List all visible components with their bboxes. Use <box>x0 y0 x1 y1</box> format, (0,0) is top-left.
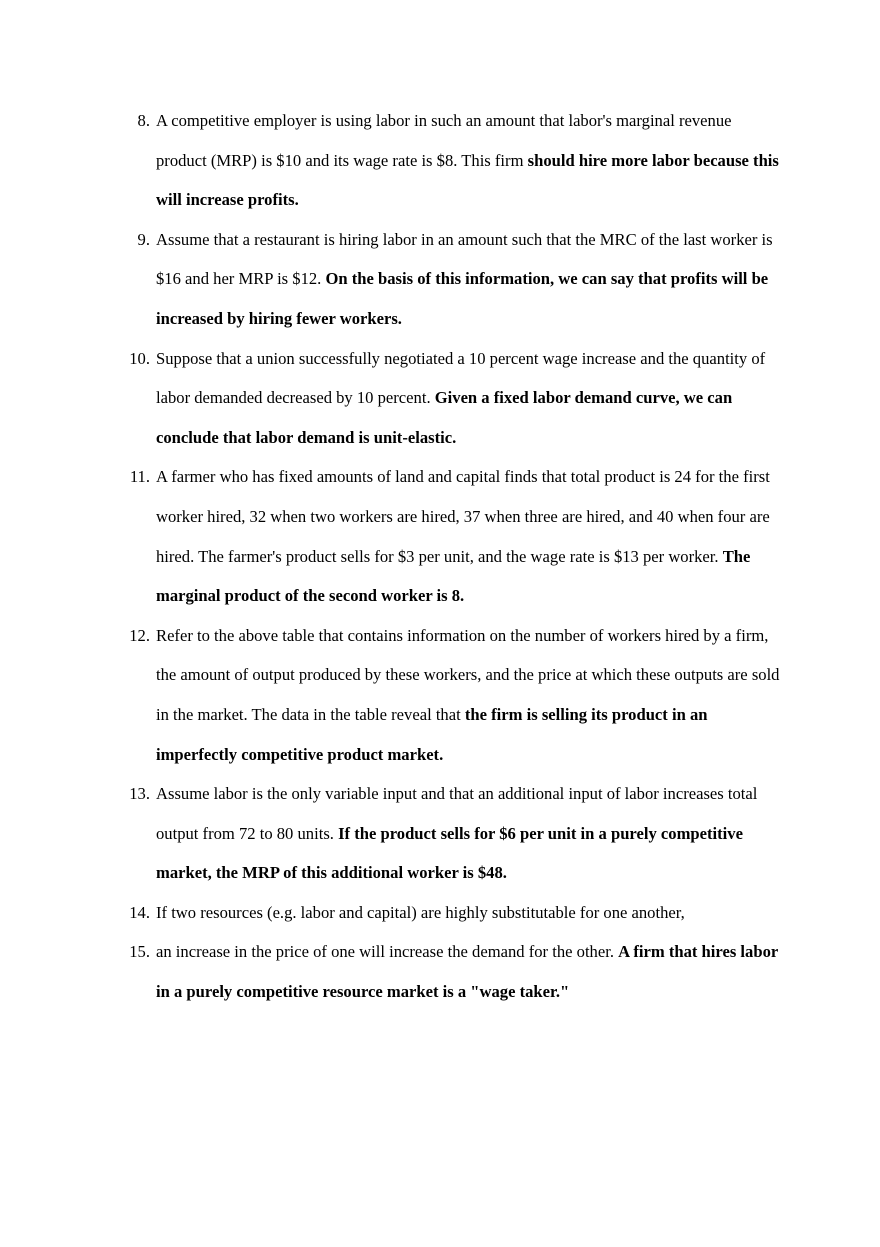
answer-text: A firm that hires labor in a purely competitive resource market is a "wage taker." <box>156 942 778 1002</box>
question-number: 10. <box>129 348 150 368</box>
answer-text: should hire more labor because this will increase profits. <box>156 150 779 210</box>
answer-text: If the product sells for $6 per unit in a purely competitive market, the MRP of this additional worker is $48. <box>156 823 743 883</box>
question-text: Assume labor is the only variable input and that an additional input of labor increases total output from 72 to 80 units. <box>156 784 758 843</box>
question-item <box>0 339 880 458</box>
answer-text: the firm is selling its product in an imperfectly competitive product market. <box>156 704 708 764</box>
question-item <box>0 457 880 615</box>
question-text: Assume that a restaurant is hiring labor in an amount such that the MRC of the last worker is $16 and her MRP is $12. <box>156 229 773 289</box>
answer-text: On the basis of this information, we can say that profits will be increased by hiring fewer workers. <box>156 269 769 328</box>
question-text: Refer to the above table that contains information on the number of workers hired by a firm, the amount of output produced by these workers, and the price at which these outputs are sold in the market. The data in the table reveal that <box>156 625 780 724</box>
question-item <box>0 893 880 933</box>
question-text: Suppose that a union successfully negotiated a 10 percent wage increase and the quantity of labor demanded decreased by 10 percent. <box>156 348 766 408</box>
question-number: 14. <box>129 902 150 922</box>
question-item <box>0 616 880 774</box>
question-item <box>0 932 880 1011</box>
question-text: an increase in the price of one will increase the demand for the other. <box>156 942 619 962</box>
question-text: A competitive employer is using labor in such an amount that labor's marginal revenue product (MRP) is $10 and its wage rate is $8. This firm <box>156 111 732 170</box>
answer-text: The marginal product of the second worker is 8. <box>156 546 751 606</box>
question-item <box>0 774 880 893</box>
question-text: If two resources (e.g. labor and capital) are highly substitutable for one another, <box>156 902 685 922</box>
question-number: 9. <box>137 229 150 249</box>
question-number: 15. <box>129 942 150 962</box>
question-number: 8. <box>137 111 150 130</box>
question-list <box>0 101 880 1012</box>
answer-text: Given a fixed labor demand curve, we can conclude that labor demand is unit-elastic. <box>156 388 733 447</box>
question-item <box>0 220 880 339</box>
question-number: 13. <box>129 784 150 804</box>
question-number: 11. <box>129 467 150 487</box>
question-text: A farmer who has fixed amounts of land and capital finds that total product is 24 for the first worker hired, 32 when two workers are hired, 37 when three are hired, and 40 when four are hired. The farmer's product sells for $3 per unit, and the wage rate is $13 per worker. <box>156 467 770 566</box>
question-item <box>0 101 880 220</box>
question-number: 12. <box>129 625 150 645</box>
